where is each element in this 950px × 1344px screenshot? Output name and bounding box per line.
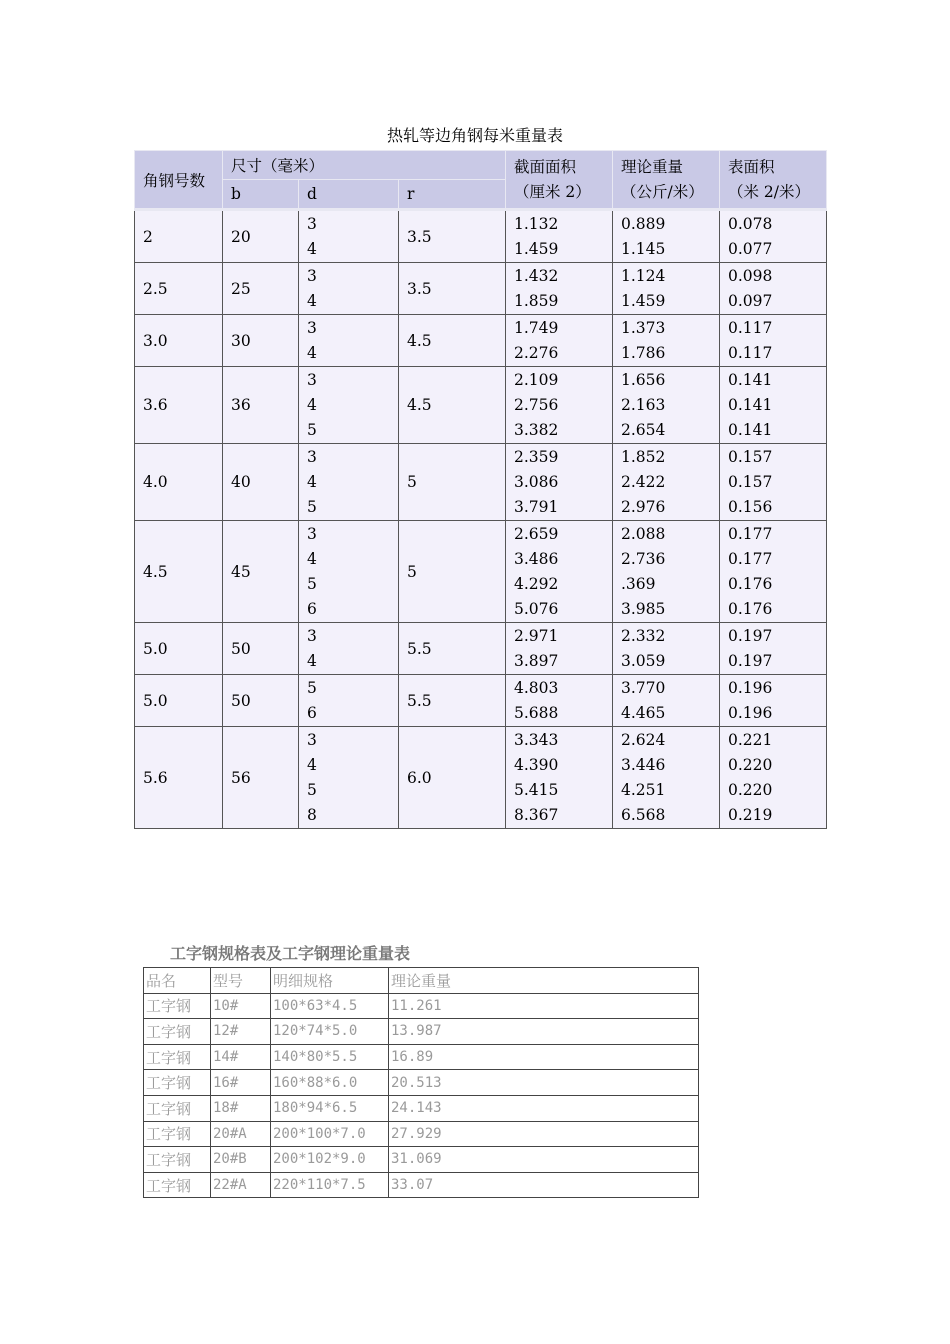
ibeam-header-cell: 明细规格	[271, 968, 389, 994]
ibeam-model-cell: 22#A	[211, 1172, 271, 1198]
angle-area-value: 1.432	[514, 266, 559, 285]
angle-d-value: 4	[307, 549, 317, 568]
angle-area-value: 4.803	[514, 678, 559, 697]
angle-surface-value: 0.177	[728, 524, 773, 543]
angle-d-value: 5	[307, 497, 317, 516]
ibeam-model-cell: 12#	[211, 1019, 271, 1045]
angle-area-value: 5.415	[514, 780, 559, 799]
angle-area-cell	[506, 727, 613, 829]
header-r: r	[399, 180, 506, 210]
ibeam-row	[144, 1172, 699, 1198]
header-size-group: 尺寸（毫米）	[223, 151, 506, 180]
ibeam-spec-cell: 200*102*9.0	[271, 1147, 389, 1173]
angle-number-cell: 4.0	[135, 444, 223, 521]
angle-weight-value: 4.251	[621, 780, 666, 799]
angle-d-cell	[299, 315, 399, 367]
angle-weight-cell	[613, 727, 720, 829]
ibeam-row	[144, 993, 699, 1019]
header-weight-line1: 理论重量	[621, 157, 684, 176]
angle-weight-value: 4.465	[621, 703, 666, 722]
ibeam-name-cell: 工字钢	[144, 1044, 211, 1070]
angle-d-value: 4	[307, 291, 317, 310]
angle-weight-value: 2.976	[621, 497, 666, 516]
angle-surface-value: 0.221	[728, 730, 773, 749]
angle-d-cell	[299, 727, 399, 829]
angle-weight-value: 2.332	[621, 626, 666, 645]
ibeam-row	[144, 1044, 699, 1070]
angle-d-value: 4	[307, 755, 317, 774]
angle-number-cell: 5.0	[135, 623, 223, 675]
angle-weight-value: 1.373	[621, 318, 666, 337]
angle-surface-value: 0.219	[728, 805, 773, 824]
ibeam-spec-cell: 100*63*4.5	[271, 993, 389, 1019]
ibeam-name-cell: 工字钢	[144, 1070, 211, 1096]
ibeam-name-cell: 工字钢	[144, 1172, 211, 1198]
header-surface-line1: 表面积	[728, 157, 775, 176]
angle-d-value: 3	[307, 214, 317, 233]
angle-d-value: 3	[307, 370, 317, 389]
angle-surface-value: 0.220	[728, 755, 773, 774]
angle-surface-value: 0.098	[728, 266, 773, 285]
angle-area-value: 2.276	[514, 343, 559, 362]
angle-area-cell	[506, 444, 613, 521]
angle-number-cell: 2.5	[135, 263, 223, 315]
angle-weight-value: 1.786	[621, 343, 666, 362]
angle-table-header	[135, 151, 827, 210]
ibeam-row	[144, 1147, 699, 1173]
ibeam-spec-cell: 200*100*7.0	[271, 1121, 389, 1147]
angle-r-cell: 5	[399, 444, 506, 521]
angle-area-value: 1.132	[514, 214, 559, 233]
angle-weight-value: 1.852	[621, 447, 666, 466]
angle-weight-value: 2.654	[621, 420, 666, 439]
angle-r-cell: 6.0	[399, 727, 506, 829]
angle-weight-value: 1.124	[621, 266, 666, 285]
angle-surface-cell	[720, 623, 827, 675]
angle-steel-weight-table	[134, 150, 827, 829]
angle-d-value: 4	[307, 343, 317, 362]
ibeam-name-cell: 工字钢	[144, 1095, 211, 1121]
angle-number-cell: 2	[135, 210, 223, 263]
angle-surface-value: 0.141	[728, 420, 773, 439]
angle-weight-value: 3.059	[621, 651, 666, 670]
angle-group-row	[135, 315, 827, 367]
ibeam-model-cell: 20#B	[211, 1147, 271, 1173]
angle-d-value: 3	[307, 730, 317, 749]
angle-surface-value: 0.176	[728, 574, 773, 593]
angle-b-cell: 40	[223, 444, 299, 521]
angle-number-cell: 3.6	[135, 367, 223, 444]
ibeam-weight-cell: 33.07	[389, 1172, 699, 1198]
ibeam-name-cell: 工字钢	[144, 1019, 211, 1045]
angle-d-cell	[299, 444, 399, 521]
ibeam-row	[144, 1070, 699, 1096]
angle-surface-cell	[720, 521, 827, 623]
angle-d-value: 4	[307, 651, 317, 670]
ibeam-name-cell: 工字钢	[144, 993, 211, 1019]
angle-number-cell: 5.0	[135, 675, 223, 727]
angle-weight-value: 0.889	[621, 214, 666, 233]
angle-surface-value: 0.156	[728, 497, 773, 516]
angle-weight-value: 1.656	[621, 370, 666, 389]
angle-group-row	[135, 367, 827, 444]
angle-d-cell	[299, 521, 399, 623]
angle-d-value: 3	[307, 524, 317, 543]
ibeam-weight-cell: 13.987	[389, 1019, 699, 1045]
ibeam-spec-cell: 220*110*7.5	[271, 1172, 389, 1198]
angle-surface-cell	[720, 263, 827, 315]
angle-area-cell	[506, 623, 613, 675]
header-surface-line2: （米 2/米）	[728, 182, 811, 201]
angle-surface-value: 0.176	[728, 599, 773, 618]
ibeam-header-cell: 理论重量	[389, 968, 699, 994]
ibeam-weight-cell: 31.069	[389, 1147, 699, 1173]
angle-area-cell	[506, 675, 613, 727]
angle-d-value: 5	[307, 780, 317, 799]
angle-surface-cell	[720, 727, 827, 829]
angle-area-value: 4.390	[514, 755, 559, 774]
angle-surface-value: 0.078	[728, 214, 773, 233]
angle-number-cell: 3.0	[135, 315, 223, 367]
angle-area-value: 3.343	[514, 730, 559, 749]
angle-area-value: 3.382	[514, 420, 559, 439]
angle-area-value: 8.367	[514, 805, 559, 824]
angle-surface-value: 0.196	[728, 703, 773, 722]
angle-surface-value: 0.117	[728, 343, 773, 362]
angle-surface-value: 0.141	[728, 395, 773, 414]
angle-area-cell	[506, 315, 613, 367]
angle-area-cell	[506, 521, 613, 623]
angle-b-cell: 45	[223, 521, 299, 623]
ibeam-name-cell: 工字钢	[144, 1121, 211, 1147]
angle-surface-value: 0.077	[728, 239, 773, 258]
angle-d-value: 5	[307, 574, 317, 593]
angle-weight-cell	[613, 521, 720, 623]
angle-d-cell	[299, 263, 399, 315]
angle-d-value: 5	[307, 420, 317, 439]
angle-table-body	[135, 210, 827, 829]
header-area	[506, 151, 613, 210]
ibeam-model-cell: 16#	[211, 1070, 271, 1096]
angle-d-cell	[299, 210, 399, 263]
ibeam-weight-cell: 20.513	[389, 1070, 699, 1096]
angle-group-row	[135, 521, 827, 623]
angle-d-value: 3	[307, 266, 317, 285]
angle-area-cell	[506, 367, 613, 444]
angle-area-value: 3.897	[514, 651, 559, 670]
angle-b-cell: 20	[223, 210, 299, 263]
angle-surface-value: 0.157	[728, 472, 773, 491]
header-surface	[720, 151, 827, 210]
angle-d-value: 6	[307, 703, 317, 722]
angle-surface-value: 0.117	[728, 318, 773, 337]
angle-d-value: 4	[307, 472, 317, 491]
angle-d-value: 3	[307, 447, 317, 466]
header-b: b	[223, 180, 299, 210]
angle-group-row	[135, 444, 827, 521]
angle-surface-value: 0.097	[728, 291, 773, 310]
angle-surface-value: 0.157	[728, 447, 773, 466]
ibeam-weight-cell: 27.929	[389, 1121, 699, 1147]
angle-d-value: 3	[307, 626, 317, 645]
angle-weight-value: .369	[621, 574, 656, 593]
header-d: d	[299, 180, 399, 210]
angle-weight-cell	[613, 263, 720, 315]
angle-d-value: 4	[307, 239, 317, 258]
angle-weight-value: 2.422	[621, 472, 666, 491]
ibeam-spec-cell: 160*88*6.0	[271, 1070, 389, 1096]
angle-area-value: 2.659	[514, 524, 559, 543]
ibeam-weight-cell: 16.89	[389, 1044, 699, 1070]
angle-d-value: 8	[307, 805, 317, 824]
ibeam-model-cell: 14#	[211, 1044, 271, 1070]
angle-area-value: 3.791	[514, 497, 559, 516]
angle-weight-cell	[613, 315, 720, 367]
ibeam-header-cell: 型号	[211, 968, 271, 994]
angle-area-value: 5.076	[514, 599, 559, 618]
angle-number-cell: 5.6	[135, 727, 223, 829]
ibeam-model-cell: 10#	[211, 993, 271, 1019]
header-weight	[613, 151, 720, 210]
angle-surface-value: 0.196	[728, 678, 773, 697]
angle-surface-value: 0.177	[728, 549, 773, 568]
header-number: 角钢号数	[135, 151, 223, 210]
angle-weight-value: 2.624	[621, 730, 666, 749]
angle-area-cell	[506, 210, 613, 263]
angle-area-value: 1.459	[514, 239, 559, 258]
ibeam-table-title: 工字钢规格表及工字钢理论重量表	[170, 944, 411, 963]
angle-b-cell: 36	[223, 367, 299, 444]
angle-r-cell: 5.5	[399, 675, 506, 727]
angle-r-cell: 5	[399, 521, 506, 623]
angle-surface-value: 0.197	[728, 651, 773, 670]
angle-surface-value: 0.141	[728, 370, 773, 389]
angle-surface-cell	[720, 210, 827, 263]
header-area-line2: （厘米 2）	[514, 182, 591, 201]
angle-r-cell: 4.5	[399, 315, 506, 367]
angle-number-cell: 4.5	[135, 521, 223, 623]
angle-surface-cell	[720, 675, 827, 727]
angle-group-row	[135, 675, 827, 727]
ibeam-row	[144, 1019, 699, 1045]
angle-b-cell: 25	[223, 263, 299, 315]
angle-weight-value: 1.145	[621, 239, 666, 258]
angle-area-value: 2.756	[514, 395, 559, 414]
angle-weight-cell	[613, 623, 720, 675]
angle-surface-cell	[720, 315, 827, 367]
angle-weight-value: 2.163	[621, 395, 666, 414]
angle-weight-value: 6.568	[621, 805, 666, 824]
angle-b-cell: 50	[223, 675, 299, 727]
angle-surface-value: 0.197	[728, 626, 773, 645]
angle-weight-value: 3.770	[621, 678, 666, 697]
angle-b-cell: 30	[223, 315, 299, 367]
angle-area-value: 2.971	[514, 626, 559, 645]
angle-table-title: 热轧等边角钢每米重量表	[386, 126, 563, 145]
angle-surface-cell	[720, 444, 827, 521]
angle-area-cell	[506, 263, 613, 315]
angle-surface-cell	[720, 367, 827, 444]
angle-area-value: 3.086	[514, 472, 559, 491]
angle-area-value: 2.359	[514, 447, 559, 466]
angle-weight-value: 1.459	[621, 291, 666, 310]
angle-r-cell: 4.5	[399, 367, 506, 444]
ibeam-header-row	[144, 968, 699, 994]
ibeam-row	[144, 1095, 699, 1121]
angle-d-cell	[299, 675, 399, 727]
angle-group-row	[135, 210, 827, 263]
angle-area-value: 3.486	[514, 549, 559, 568]
ibeam-weight-cell: 11.261	[389, 993, 699, 1019]
angle-r-cell: 5.5	[399, 623, 506, 675]
ibeam-header-cell: 品名	[144, 968, 211, 994]
angle-d-value: 5	[307, 678, 317, 697]
ibeam-row	[144, 1121, 699, 1147]
angle-area-value: 4.292	[514, 574, 559, 593]
angle-weight-value: 2.088	[621, 524, 666, 543]
angle-d-value: 3	[307, 318, 317, 337]
ibeam-spec-table	[143, 967, 699, 1198]
header-weight-line2: （公斤/米）	[621, 182, 704, 201]
angle-weight-cell	[613, 444, 720, 521]
angle-group-row	[135, 623, 827, 675]
angle-d-value: 4	[307, 395, 317, 414]
angle-d-cell	[299, 367, 399, 444]
angle-b-cell: 50	[223, 623, 299, 675]
angle-weight-cell	[613, 675, 720, 727]
ibeam-spec-cell: 140*80*5.5	[271, 1044, 389, 1070]
ibeam-table-body	[144, 968, 699, 1198]
angle-r-cell: 3.5	[399, 263, 506, 315]
angle-weight-cell	[613, 367, 720, 444]
angle-group-row	[135, 263, 827, 315]
angle-weight-cell	[613, 210, 720, 263]
angle-r-cell: 3.5	[399, 210, 506, 263]
ibeam-spec-cell: 120*74*5.0	[271, 1019, 389, 1045]
ibeam-name-cell: 工字钢	[144, 1147, 211, 1173]
ibeam-spec-cell: 180*94*6.5	[271, 1095, 389, 1121]
angle-area-value: 2.109	[514, 370, 559, 389]
header-area-line1: 截面面积	[514, 157, 577, 176]
angle-weight-value: 3.446	[621, 755, 666, 774]
angle-d-value: 6	[307, 599, 317, 618]
angle-group-row	[135, 727, 827, 829]
angle-area-value: 1.859	[514, 291, 559, 310]
ibeam-model-cell: 20#A	[211, 1121, 271, 1147]
ibeam-model-cell: 18#	[211, 1095, 271, 1121]
angle-d-cell	[299, 623, 399, 675]
angle-surface-value: 0.220	[728, 780, 773, 799]
angle-weight-value: 3.985	[621, 599, 666, 618]
angle-area-value: 1.749	[514, 318, 559, 337]
angle-area-value: 5.688	[514, 703, 559, 722]
ibeam-weight-cell: 24.143	[389, 1095, 699, 1121]
angle-weight-value: 2.736	[621, 549, 666, 568]
angle-b-cell: 56	[223, 727, 299, 829]
